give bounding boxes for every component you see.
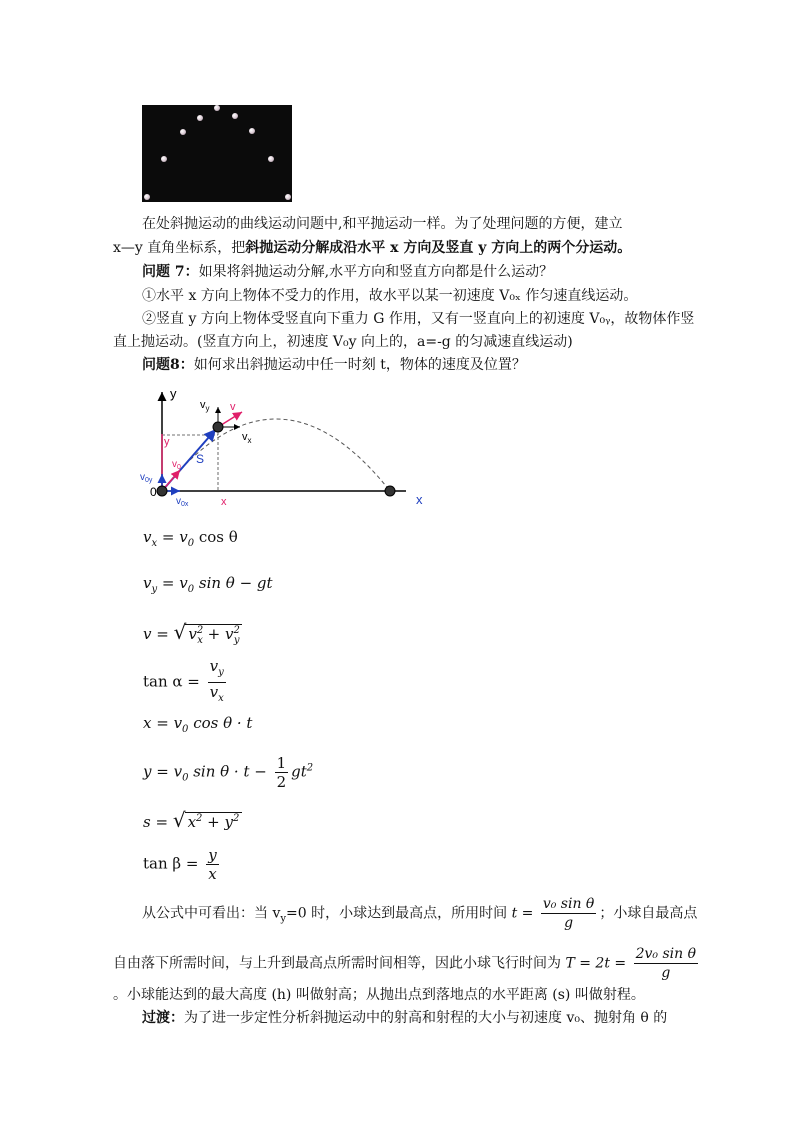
y-axis-label: y	[170, 386, 177, 401]
v0-label: $v_0$	[172, 459, 181, 471]
question-8-label: 问题8：	[142, 357, 194, 373]
v0x-label: $v_{0x}$	[176, 496, 189, 508]
intro-line-2	[113, 238, 631, 258]
formula-tan-beta: tan β = $\frac{y}{x}$	[143, 846, 217, 883]
trajectory-photo	[142, 105, 292, 202]
v-label: v	[230, 401, 236, 413]
vy-label: $v_y$	[200, 399, 210, 413]
q7-answer-2a: ②竖直 y 方向上物体受竖直向下重力 G 作用，又有一竖直向上的初速度 V₀ᵧ，故物体作竖	[142, 311, 695, 327]
formula-y: $y = v_0$ sin θ · t − $\frac{1}{2}$ $gt^2$	[143, 754, 314, 791]
projectile-diagram	[136, 382, 436, 512]
x-mark-label: x	[221, 496, 227, 508]
question-7-text: 如果将斜抛运动分解,水平方向和竖直方向都是什么运动？	[198, 264, 554, 280]
transition-label: 过渡：	[142, 1010, 184, 1026]
q7-answer-2b: 直上抛运动。(竖直方向上，初速度 V₀y 向上的，a=-g 的匀减速直线运动)	[113, 334, 573, 350]
question-8-text: 如何求出斜抛运动中任一时刻 t，物体的速度及位置？	[193, 357, 526, 373]
formula-x: $x = v_0$ cos θ · t	[143, 714, 253, 735]
conclusion-line-3: 。小球能达到的最大高度 (h) 叫做射高；从抛出点到落地点的水平距离 (s) 叫做射程。	[113, 987, 645, 1003]
transition-text: 为了进一步定性分析斜抛运动中的射高和射程的大小与初速度 v₀、抛射角 θ 的	[184, 1010, 668, 1026]
transition	[142, 1008, 667, 1028]
ball-end	[385, 486, 395, 496]
q7-answer-1: ①水平 x 方向上物体不受力的作用，故水平以某一初速度 V₀ₓ 作匀速直线运动。	[142, 288, 638, 304]
origin-label: 0	[150, 485, 157, 499]
conclusion-line-1: 从公式中可看出：当 $v_y=0$ 时，小球达到最高点，所用时间 t = $\frac{\text{v₀ sin θ}}{g}$ ；小球自最高点	[142, 896, 698, 931]
formula-vx: $v_x = v_0$ cos θ	[143, 528, 238, 549]
v0y-label: $v_{0y}$	[140, 472, 153, 484]
displacement-label: S	[196, 452, 205, 466]
formula-v: v = √ $v^2_x + v^2_y$	[143, 620, 242, 646]
x-axis-label: x	[416, 492, 423, 507]
intro-line-2-prefix: x—y 直角坐标系，把	[113, 240, 246, 256]
vx-label: $v_x$	[242, 431, 252, 445]
question-7	[142, 262, 553, 282]
ball-start	[157, 486, 167, 496]
intro-line-2-bold: 斜抛运动分解成沿水平 x 方向及竖直 y 方向上的两个分运动。	[245, 240, 632, 256]
ball-mid	[213, 422, 223, 432]
conclusion-line-2: 自由落下所需时间，与上升到最高点所需时间相等，因此小球飞行时间为 T = 2t = $\frac{\text{2v₀ sin θ}}{g}$	[113, 946, 697, 981]
formula-vy: $v_y = v_0$ sin θ − gt	[143, 574, 273, 595]
formula-s: s = √ $x^2 + y^2$	[143, 808, 242, 832]
question-7-label: 问题 7：	[142, 264, 199, 280]
y-mark-label: y	[164, 436, 170, 448]
intro-line-1: 在处斜抛运动的曲线运动问题中,和平抛运动一样。为了处理问题的方便，建立	[142, 216, 623, 232]
formula-tan-alpha: tan α = $\frac{v_y}{v_x}$	[143, 657, 224, 704]
question-8	[142, 355, 526, 375]
